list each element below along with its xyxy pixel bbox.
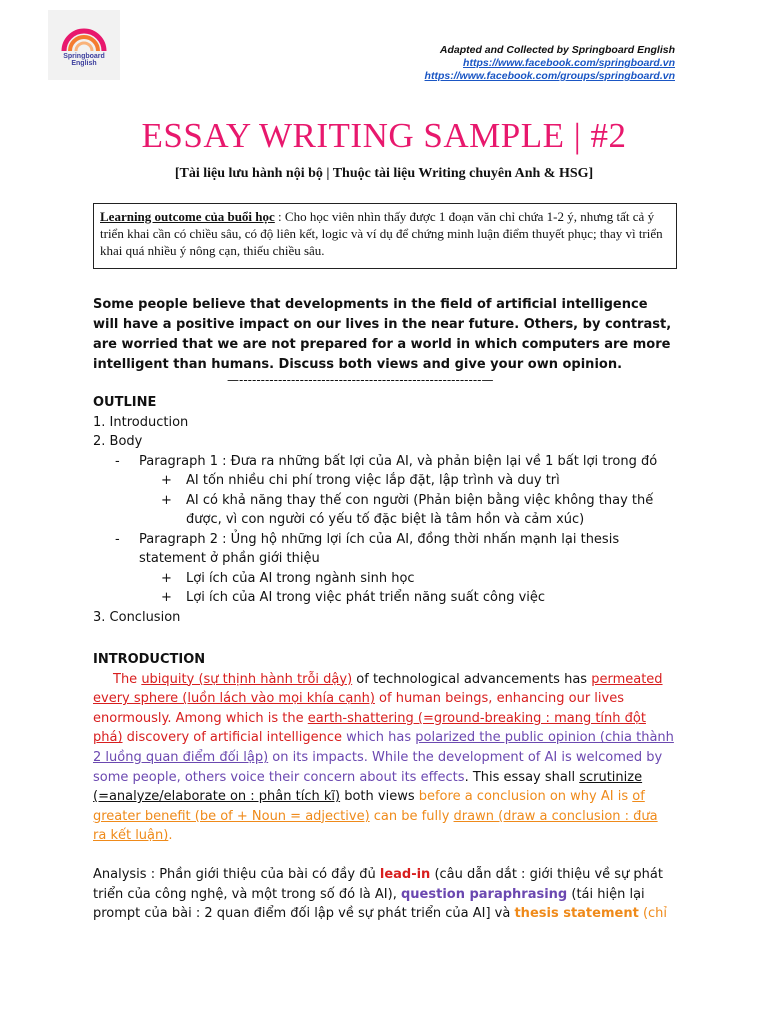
section-divider: —--------------------------------------------------------— (227, 373, 494, 387)
analysis-term: thesis statement (514, 906, 639, 922)
outline-paragraph-1 (93, 452, 673, 472)
springboard-logo (48, 10, 120, 80)
outline-point (93, 588, 673, 608)
intro-text: of human beings, enhancing our lives enormously. Among which is the (93, 691, 624, 726)
plus-bullet-icon: + (161, 473, 172, 488)
outline-item-introduction: 1. Introduction (93, 414, 189, 430)
intro-text: . (168, 828, 173, 844)
logo-name: Springboard (63, 53, 105, 60)
logo-subname: English (71, 60, 97, 67)
outline-paragraph-1-text: Paragraph 1 : Đưa ra những bất lợi của AI, và phản biện lại về 1 bất lợi trong đó (139, 453, 658, 469)
outline-paragraph-2 (93, 530, 673, 569)
intro-text: of technological advancements has (352, 671, 592, 687)
analysis-paragraph (93, 865, 675, 924)
dash-bullet-icon: - (115, 531, 120, 547)
dash-bullet-icon: - (115, 453, 120, 469)
plus-bullet-icon: + (161, 590, 172, 605)
vocab-highlight: permeated every sphere (luồn lách vào mọi khía cạnh) (93, 671, 663, 707)
vocab-highlight: ubiquity (sự thịnh hành trỗi dậy) (141, 671, 353, 687)
outline-section (93, 393, 673, 627)
analysis-text: (chỉ (638, 906, 668, 922)
intro-text: can be fully (369, 808, 454, 824)
outline-point-text: Lợi ích của AI trong ngành sinh học (186, 570, 415, 586)
vocab-highlight: of greater benefit (be of + Noun = adjective) (93, 789, 645, 824)
introduction-heading: INTRODUCTION (93, 652, 206, 667)
learning-outcome-label: Learning outcome của buổi học (100, 209, 275, 224)
vocab-highlight: scrutinize (=analyze/elaborate on : phân tích kĩ) (93, 769, 643, 805)
vocab-highlight: polarized the public opinion (chia thành 2 luồng quan điểm đối lập) (93, 730, 674, 765)
intro-text: both views (340, 789, 419, 805)
outline-point-text: Lợi ích của AI trong việc phát triển năng suất công việc (186, 590, 546, 605)
outline-point (93, 569, 673, 589)
plus-bullet-icon: + (161, 570, 172, 586)
intro-text: which has (342, 730, 416, 746)
facebook-page-link[interactable]: https://www.facebook.com/springboard.vn (463, 57, 675, 69)
vocab-highlight: drawn (draw a conclusion : đưa ra kết luận) (93, 808, 658, 844)
intro-text: on its impacts. While the development of AI is welcomed by some people, others voice their concern about its effects (93, 749, 663, 785)
outline-point (93, 491, 673, 530)
learning-outcome-box (93, 203, 677, 269)
outline-heading: OUTLINE (93, 395, 157, 410)
facebook-group-link[interactable]: https://www.facebook.com/groups/springboard.vn (424, 70, 675, 82)
learning-outcome-text: : Cho học viên nhìn thấy được 1 đoạn văn chỉ chứa 1-2 ý, nhưng tất cả ý triển khai cần có chiều sâu, có độ liên kết, logic và ví dụ để chứng minh luận điểm thuyết phục; thay vì triển khai quá nhiều ý nông cạn, thiếu chiều sâu. (100, 209, 663, 258)
document-subtitle: [Tài liệu lưu hành nội bộ | Thuộc tài liệu Writing chuyên Anh & HSG] (174, 166, 594, 181)
outline-point-text: AI có khả năng thay thế con người (Phản biện bằng việc không thay thế được, vì con người có yếu tố đặc biệt là tâm hồn và cảm xúc) (186, 492, 654, 527)
analysis-text: (tái hiện lại prompt của bài : 2 quan điểm đối lập về sự phát triển của AI] và (93, 886, 645, 922)
outline-point-text: AI tốn nhiều chi phí trong việc lắp đặt, lập trình và duy trì (186, 473, 560, 488)
essay-prompt: Some people believe that developments in the field of artificial intelligence will have a positive impact on our lives in the near future. Others, by contrast, are worried that we are not prepared for a world in which computers are more intelligent than humans. Discuss both views and give your own opinion. (93, 297, 672, 372)
outline-item-conclusion: 3. Conclusion (93, 609, 181, 625)
analysis-term: lead-in (379, 866, 431, 882)
outline-point (93, 471, 673, 491)
logo-arc-icon (59, 23, 109, 53)
analysis-term: question paraphrasing (400, 886, 568, 902)
analysis-text: (câu dẫn dắt : giới thiệu về sự phát triển của công nghệ, và một trong số đó là AI), (93, 866, 663, 902)
analysis-text: Analysis : Phần giới thiệu của bài có đầy đủ (93, 866, 380, 882)
outline-item-body: 2. Body (93, 434, 143, 449)
introduction-paragraph (93, 670, 675, 846)
intro-text: The (113, 671, 142, 687)
intro-text: discovery of artificial intelligence (122, 730, 343, 746)
intro-text: before a conclusion on why AI is (418, 789, 633, 805)
credits (425, 44, 675, 83)
intro-text: . This essay shall (464, 769, 580, 785)
vocab-highlight: earth-shattering (=ground-breaking : mang tính đột phá) (93, 710, 646, 746)
credits-line: Adapted and Collected by Springboard English (439, 44, 675, 56)
introduction-section (93, 650, 675, 924)
document-title: ESSAY WRITING SAMPLE | #2 (141, 116, 627, 155)
outline-paragraph-2-text: Paragraph 2 : Ủng hộ những lợi ích của AI, đồng thời nhấn mạnh lại thesis statement ở phần giới thiệu (139, 531, 620, 566)
plus-bullet-icon: + (161, 492, 172, 508)
